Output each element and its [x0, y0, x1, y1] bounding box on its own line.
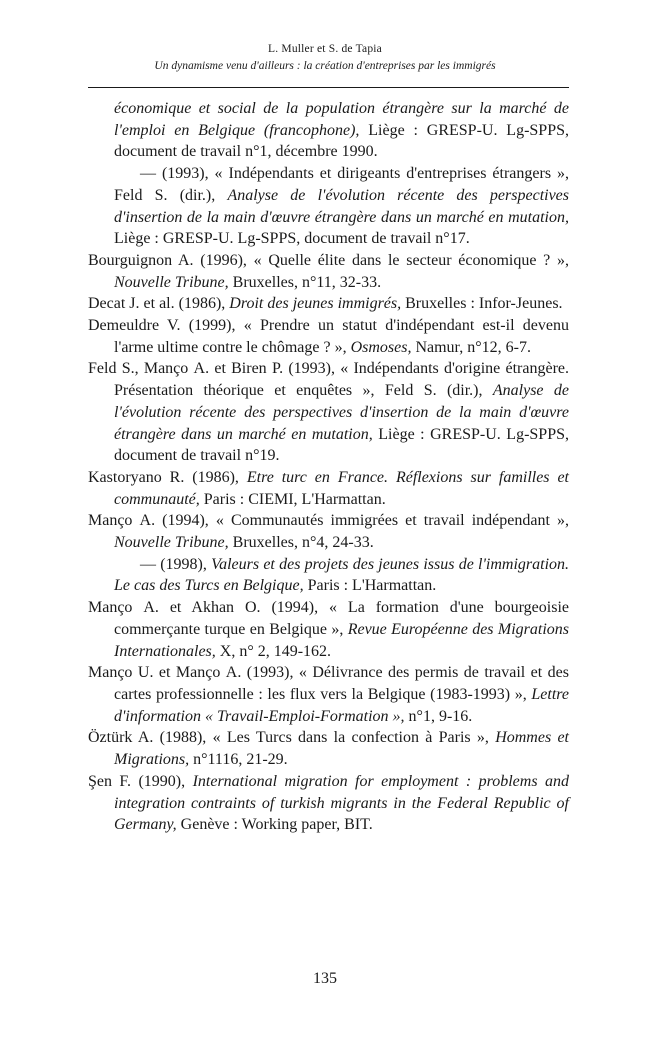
reference-entry [88, 315, 569, 358]
reference-details: Paris : L'Harmattan. [303, 577, 437, 595]
reference-details: X, n° 2, 149-162. [215, 642, 332, 660]
reference-title: Lettre d'information « Travail-Emploi-Formation », [114, 685, 569, 725]
reference-text: Mançο U. et Mançο A. (1993), « Délivrance des permis de travail et des cartes professionnelle : les flux vers la Belgique (1983-1993) », [88, 664, 569, 703]
reference-text: Mançο A. (1994), « Communautés immigrées et travail indépendant », [88, 512, 569, 530]
reference-text: Demeuldre V. (1999), « Prendre un statut d'indépendant est-il devenu l'arme ultime contre le chômage ? », [88, 317, 569, 356]
reference-title: Nouvelle Tribune, [114, 534, 229, 552]
reference-entry [88, 510, 569, 553]
reference-details: Liège : GRESP-U. Lg-SPPS, document de travail n°1, décembre 1990. [114, 121, 569, 161]
reference-title: Osmoses, [350, 338, 412, 356]
reference-text: — (1998), [140, 555, 212, 573]
reference-text: Öztürk A. (1988), « Les Turcs dans la confection à Paris », [88, 729, 496, 747]
reference-entry [88, 250, 569, 293]
reference-title: Valeurs et des projets des jeunes issus de l'immigration. Le cas des Turcs en Belgique, [114, 555, 570, 595]
reference-title: Etre turc en France. Réflexions sur familles et communauté, [114, 468, 569, 508]
reference-details: Namur, n°12, 6-7. [411, 338, 531, 356]
reference-title: Droit des jeunes immigrés, [229, 295, 402, 313]
reference-details: n°1116, 21-29. [189, 751, 288, 769]
reference-entry [88, 727, 569, 770]
reference-text: Feld S., Mançο A. et Biren P. (1993), « Indépendants d'origine étrangère. Présentation théorique et enquêtes », Feld S. (dir.), [88, 360, 569, 400]
header-authors: L. Muller et S. de Tapia [268, 43, 382, 55]
page-number: 135 [313, 970, 337, 987]
reference-details: Bruxelles : Infor-Jeunes. [401, 295, 563, 313]
reference-details: Bruxelles, n°4, 24-33. [228, 534, 374, 552]
reference-text: — (1993), « Indépendants et dirigeants d'entreprises étrangers », Feld S. (dir.), [114, 165, 569, 204]
reference-details: Liège : GRESP-U. Lg-SPPS, document de travail n°19. [114, 425, 570, 465]
reference-text: Bourguignon A. (1996), « Quelle élite dans le secteur économique ? », [88, 251, 569, 269]
reference-title: Revue Européenne des Migrations Internationales, [114, 620, 570, 660]
reference-list [88, 98, 569, 836]
reference-text: Decat J. et al. (1986), [88, 295, 230, 313]
reference-text: Mançο A. et Akhan O. (1994), « La formation d'une bourgeoisie commerçante turque en Belgique », [88, 599, 569, 638]
reference-text: Kastoryano R. (1986), [88, 468, 247, 486]
reference-title: Analyse de l'évolution récente des perspectives d'insertion de la main d'œuvre étrangère dans un marché en mutation, [114, 186, 570, 226]
header-subtitle: Un dynamisme venu d'ailleurs : la création d'entreprises par les immigrés [154, 60, 496, 72]
reference-title: Nouvelle Tribune, [114, 273, 229, 291]
reference-entry [88, 771, 569, 836]
reference-details: Bruxelles, n°11, 32-33. [228, 273, 382, 291]
reference-details: Genève : Working paper, BIT. [176, 816, 373, 834]
reference-entry [88, 597, 569, 662]
reference-title: International migration for employment : problems and integration contraints of turkish migrants in the Federal Republic of Germany, [114, 772, 569, 834]
reference-details: n°1, 9-16. [404, 707, 473, 725]
reference-title: économique et social de la population étrangère sur la marché de l'emploi en Belgique (francophone), [114, 100, 569, 139]
reference-entry [88, 358, 569, 467]
reference-details: Liège : GRESP-U. Lg-SPPS, document de travail n°17. [114, 230, 470, 248]
running-header [0, 42, 650, 74]
reference-entry [88, 98, 569, 163]
reference-title: Analyse de l'évolution récente des perspectives d'insertion de la main d'œuvre étrangère dans un marché en mutation, [114, 382, 569, 443]
reference-entry [88, 467, 569, 510]
reference-details: Paris : CIEMI, L'Harmattan. [199, 490, 386, 508]
reference-entry [88, 662, 569, 727]
header-rule [88, 87, 569, 88]
reference-title: Hommes et Migrations, [114, 729, 569, 769]
reference-entry [88, 163, 569, 250]
reference-entry [88, 293, 569, 315]
reference-entry [88, 554, 569, 597]
reference-text: Şen F. (1990), [88, 772, 193, 790]
